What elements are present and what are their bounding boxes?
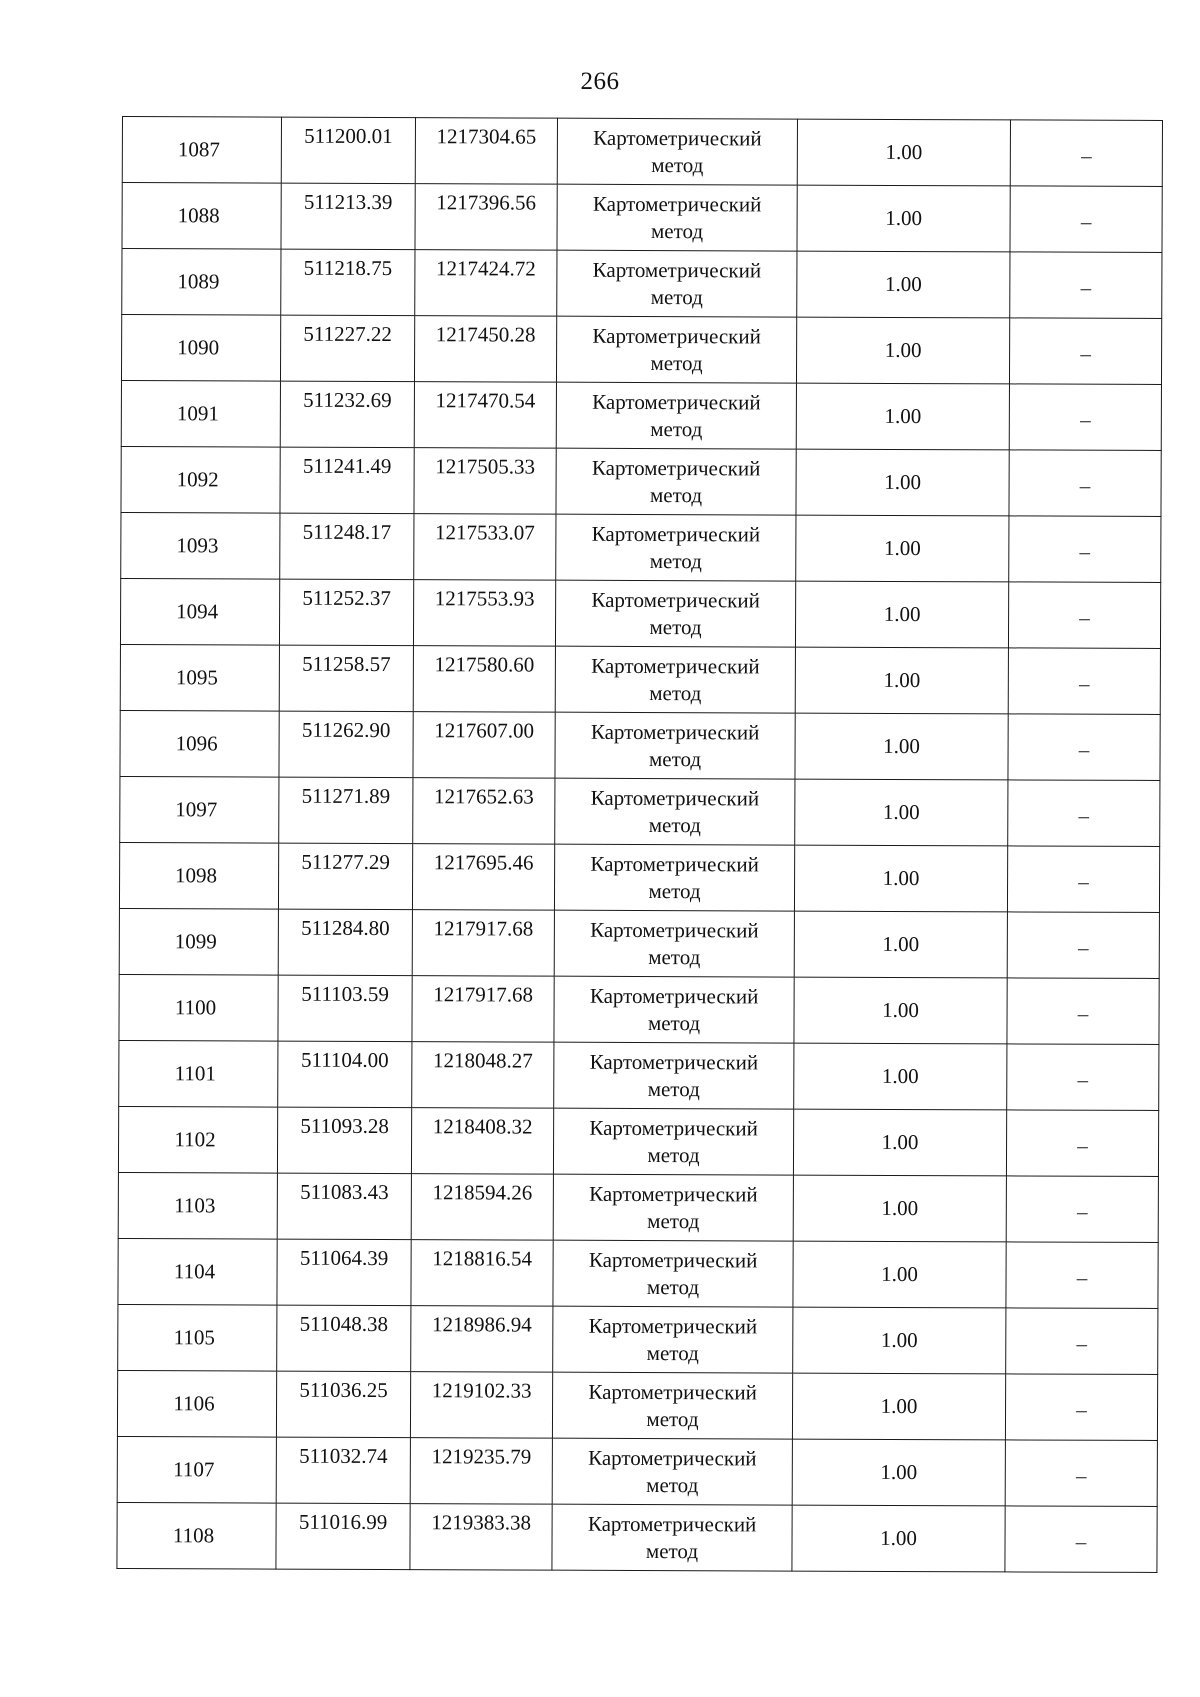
accuracy-cell: 1.00 [795, 647, 1008, 714]
method-line-2: метод [649, 548, 702, 573]
method-line-1: Картометрический [591, 587, 760, 612]
table-row [122, 249, 1162, 319]
table-row [120, 710, 1160, 780]
note-cell: – [1009, 450, 1161, 517]
method-line-2: метод [650, 284, 703, 309]
y-coordinate-cell: 1217505.33 [414, 448, 556, 515]
method-cell [553, 1306, 793, 1373]
method-line-2: метод [648, 812, 701, 837]
note-cell: – [1005, 1374, 1157, 1441]
accuracy-cell: 1.00 [796, 449, 1009, 516]
table-row [118, 1238, 1158, 1308]
point-number-cell: 1089 [122, 249, 281, 316]
table-row [121, 380, 1161, 450]
note-cell: – [1007, 846, 1159, 913]
method-cell [552, 1504, 792, 1571]
accuracy-cell: 1.00 [795, 581, 1008, 648]
x-coordinate-cell: 511258.57 [279, 645, 413, 712]
method-cell [557, 118, 797, 185]
point-number-cell: 1107 [117, 1436, 276, 1503]
method-line-1: Картометрический [589, 983, 759, 1008]
accuracy-cell: 1.00 [794, 977, 1007, 1044]
note-cell: – [1008, 714, 1160, 781]
accuracy-cell: 1.00 [795, 779, 1008, 846]
accuracy-cell: 1.00 [796, 317, 1009, 384]
x-coordinate-cell: 511248.17 [280, 513, 414, 580]
y-coordinate-cell: 1219102.33 [410, 1372, 552, 1439]
method-cell [552, 1372, 792, 1439]
accuracy-cell: 1.00 [795, 713, 1008, 780]
method-cell [556, 382, 796, 449]
method-line-1: Картометрический [592, 389, 761, 414]
table-row [117, 1436, 1157, 1506]
x-coordinate-cell: 511064.39 [277, 1239, 411, 1306]
method-line-2: метод [646, 1406, 699, 1431]
note-cell: – [1006, 1176, 1158, 1243]
y-coordinate-cell: 1217553.93 [413, 580, 555, 647]
method-cell [555, 712, 795, 779]
method-line-1: Картометрический [589, 1049, 759, 1074]
method-cell [552, 1438, 792, 1505]
note-cell: – [1006, 1110, 1158, 1177]
method-cell [554, 1042, 794, 1109]
note-cell: – [1009, 384, 1161, 451]
point-number-cell: 1103 [118, 1172, 277, 1239]
point-number-cell: 1087 [122, 117, 281, 184]
accuracy-cell: 1.00 [794, 911, 1007, 978]
x-coordinate-cell: 511232.69 [280, 381, 414, 448]
y-coordinate-cell: 1218594.26 [411, 1174, 553, 1241]
point-number-cell: 1094 [120, 578, 279, 645]
method-line-1: Картометрический [592, 257, 762, 282]
method-cell [556, 514, 796, 581]
y-coordinate-cell: 1218986.94 [411, 1306, 553, 1373]
table-body [117, 117, 1163, 1573]
method-line-1: Картометрический [593, 125, 762, 150]
accuracy-cell: 1.00 [792, 1505, 1005, 1572]
y-coordinate-cell: 1217917.68 [412, 910, 554, 977]
table-row [122, 183, 1162, 253]
method-cell [555, 580, 795, 647]
note-cell: – [1009, 516, 1161, 583]
method-cell [554, 844, 794, 911]
note-cell: – [1007, 1044, 1159, 1111]
x-coordinate-cell: 511227.22 [280, 315, 414, 382]
note-cell: – [1007, 978, 1159, 1045]
table-row [121, 315, 1161, 385]
method-line-2: метод [650, 350, 703, 375]
x-coordinate-cell: 511213.39 [281, 183, 415, 250]
table-row [119, 842, 1159, 912]
accuracy-cell: 1.00 [797, 119, 1010, 186]
y-coordinate-cell: 1217424.72 [415, 250, 557, 317]
point-number-cell: 1092 [121, 446, 280, 513]
method-cell [553, 1174, 793, 1241]
point-number-cell: 1101 [119, 1040, 278, 1107]
table-row [120, 776, 1160, 846]
method-line-1: Картометрический [588, 1379, 757, 1404]
accuracy-cell: 1.00 [792, 1439, 1005, 1506]
point-number-cell: 1108 [117, 1502, 276, 1569]
y-coordinate-cell: 1217396.56 [415, 184, 557, 251]
x-coordinate-cell: 511252.37 [279, 579, 413, 646]
table-row [121, 512, 1161, 582]
point-number-cell: 1093 [121, 512, 280, 579]
x-coordinate-cell: 511277.29 [278, 843, 412, 910]
method-line-1: Картометрический [591, 521, 761, 546]
point-number-cell: 1091 [121, 380, 280, 447]
x-coordinate-cell: 511032.74 [276, 1437, 410, 1504]
table-row [118, 1106, 1158, 1176]
table-row [117, 1370, 1157, 1440]
note-cell: – [1010, 186, 1162, 253]
x-coordinate-cell: 511103.59 [278, 975, 412, 1042]
y-coordinate-cell: 1217470.54 [414, 382, 556, 449]
method-line-2: метод [648, 944, 701, 969]
accuracy-cell: 1.00 [793, 1175, 1006, 1242]
table-row [119, 1040, 1159, 1110]
method-line-2: метод [650, 416, 703, 441]
coordinates-table [116, 116, 1163, 1573]
table-row [120, 578, 1160, 648]
point-number-cell: 1095 [120, 644, 279, 711]
point-number-cell: 1088 [122, 183, 281, 250]
method-cell [556, 316, 796, 383]
x-coordinate-cell: 511262.90 [279, 711, 413, 778]
method-line-2: метод [646, 1472, 699, 1497]
method-line-2: метод [649, 482, 703, 507]
method-line-2: метод [645, 1538, 699, 1563]
x-coordinate-cell: 511241.49 [280, 447, 414, 514]
method-line-2: метод [646, 1340, 699, 1365]
y-coordinate-cell: 1217917.68 [412, 976, 554, 1043]
method-line-1: Картометрический [588, 1247, 758, 1272]
note-cell: – [1007, 912, 1159, 979]
y-coordinate-cell: 1218816.54 [411, 1240, 553, 1307]
y-coordinate-cell: 1217652.63 [413, 778, 555, 845]
note-cell: – [1010, 120, 1162, 187]
method-line-1: Картометрический [590, 917, 759, 942]
method-cell [555, 646, 795, 713]
point-number-cell: 1105 [118, 1304, 277, 1371]
x-coordinate-cell: 511284.80 [278, 909, 412, 976]
note-cell: – [1006, 1308, 1158, 1375]
x-coordinate-cell: 511200.01 [281, 117, 415, 184]
note-cell: – [1006, 1242, 1158, 1309]
method-line-2: метод [646, 1274, 700, 1299]
coordinates-table-container [116, 116, 1162, 1573]
method-line-2: метод [647, 1076, 700, 1101]
point-number-cell: 1098 [119, 842, 278, 909]
x-coordinate-cell: 511104.00 [278, 1041, 412, 1108]
y-coordinate-cell: 1217533.07 [414, 514, 556, 581]
accuracy-cell: 1.00 [793, 1307, 1006, 1374]
method-line-1: Картометрический [590, 719, 760, 744]
x-coordinate-cell: 511093.28 [277, 1107, 411, 1174]
method-cell [556, 448, 796, 515]
point-number-cell: 1102 [118, 1106, 277, 1173]
x-coordinate-cell: 511048.38 [277, 1305, 411, 1372]
accuracy-cell: 1.00 [796, 383, 1009, 450]
y-coordinate-cell: 1217580.60 [413, 646, 555, 713]
method-line-1: Картометрический [592, 191, 762, 216]
method-line-2: метод [647, 1142, 700, 1167]
note-cell: – [1005, 1506, 1157, 1573]
point-number-cell: 1096 [120, 710, 279, 777]
point-number-cell: 1090 [121, 315, 280, 382]
method-cell [553, 1240, 793, 1307]
x-coordinate-cell: 511016.99 [276, 1503, 410, 1570]
point-number-cell: 1106 [117, 1370, 276, 1437]
method-line-1: Картометрический [587, 1511, 757, 1536]
y-coordinate-cell: 1217450.28 [414, 316, 556, 383]
method-line-2: метод [649, 614, 702, 639]
note-cell: – [1009, 318, 1161, 385]
note-cell: – [1008, 582, 1160, 649]
point-number-cell: 1104 [118, 1238, 277, 1305]
method-line-1: Картометрический [589, 1115, 758, 1140]
accuracy-cell: 1.00 [797, 185, 1010, 252]
table-row [118, 1172, 1158, 1242]
method-line-1: Картометрический [590, 851, 759, 876]
x-coordinate-cell: 511083.43 [277, 1173, 411, 1240]
table-row [118, 1304, 1158, 1374]
table-row [117, 1502, 1157, 1572]
y-coordinate-cell: 1217695.46 [412, 844, 554, 911]
accuracy-cell: 1.00 [793, 1109, 1006, 1176]
accuracy-cell: 1.00 [794, 1043, 1007, 1110]
method-line-2: метод [651, 152, 704, 177]
method-line-1: Картометрический [588, 1445, 757, 1470]
method-line-2: метод [649, 680, 702, 705]
table-row [122, 117, 1162, 187]
method-line-2: метод [650, 218, 704, 243]
method-line-1: Картометрический [588, 1313, 758, 1338]
method-line-2: метод [647, 1208, 700, 1233]
method-cell [555, 778, 795, 845]
note-cell: – [1010, 252, 1162, 319]
method-cell [557, 184, 797, 251]
y-coordinate-cell: 1218048.27 [412, 1042, 554, 1109]
y-coordinate-cell: 1219235.79 [410, 1438, 552, 1505]
x-coordinate-cell: 511218.75 [281, 249, 415, 316]
y-coordinate-cell: 1217607.00 [413, 712, 555, 779]
method-line-1: Картометрический [589, 1181, 758, 1206]
method-line-2: метод [648, 878, 701, 903]
method-cell [553, 1108, 793, 1175]
method-line-1: Картометрический [590, 785, 760, 810]
accuracy-cell: 1.00 [793, 1241, 1006, 1308]
note-cell: – [1008, 648, 1160, 715]
point-number-cell: 1099 [119, 908, 278, 975]
method-cell [554, 976, 794, 1043]
table-row [119, 908, 1159, 978]
method-line-1: Картометрический [591, 455, 761, 480]
method-line-2: метод [647, 1010, 701, 1035]
method-cell [557, 250, 797, 317]
accuracy-cell: 1.00 [792, 1373, 1005, 1440]
method-line-1: Картометрический [592, 323, 761, 348]
accuracy-cell: 1.00 [797, 251, 1010, 318]
x-coordinate-cell: 511271.89 [279, 777, 413, 844]
table-row [119, 974, 1159, 1044]
table-row [120, 644, 1160, 714]
page-number: 266 [580, 68, 620, 95]
point-number-cell: 1100 [119, 974, 278, 1041]
note-cell: – [1005, 1440, 1157, 1507]
y-coordinate-cell: 1218408.32 [411, 1108, 553, 1175]
method-line-1: Картометрический [591, 653, 760, 678]
accuracy-cell: 1.00 [794, 845, 1007, 912]
point-number-cell: 1097 [120, 776, 279, 843]
note-cell: – [1008, 780, 1160, 847]
table-row [121, 446, 1161, 516]
method-cell [554, 910, 794, 977]
y-coordinate-cell: 1217304.65 [415, 118, 557, 185]
method-line-2: метод [648, 746, 702, 771]
accuracy-cell: 1.00 [796, 515, 1009, 582]
x-coordinate-cell: 511036.25 [276, 1371, 410, 1438]
y-coordinate-cell: 1219383.38 [410, 1504, 552, 1571]
